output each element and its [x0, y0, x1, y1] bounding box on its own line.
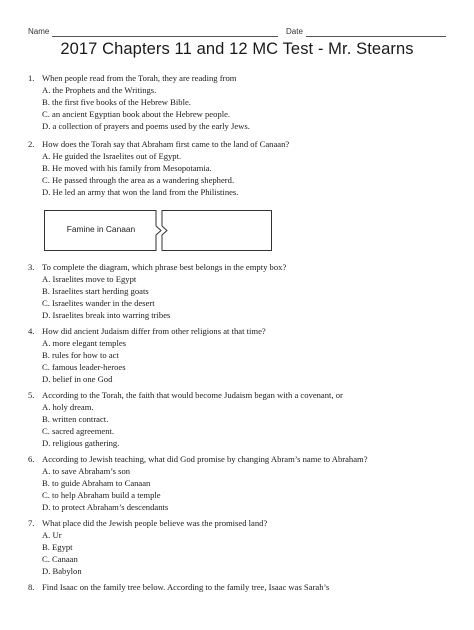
question-4 — [28, 325, 458, 385]
question-stem: According to the Torah, the faith that would become Judaism began with a covenant, or — [42, 390, 343, 400]
answer-option-c[interactable]: C. He passed through the area as a wandering shepherd. — [42, 175, 235, 186]
question-number: 7. — [28, 518, 35, 528]
empty-answer-box — [162, 211, 272, 251]
answer-option-a[interactable]: A. He guided the Israelites out of Egypt. — [42, 151, 182, 162]
question-7 — [28, 517, 458, 577]
answer-option-b[interactable]: B. Egypt — [42, 542, 73, 553]
answer-option-d[interactable]: D. He led an army that won the land from the Philistines. — [42, 187, 239, 198]
answer-option-b[interactable]: B. rules for how to act — [42, 350, 119, 361]
question-number: 1. — [28, 73, 35, 83]
answer-option-b[interactable]: B. He moved with his family from Mesopotamia. — [42, 163, 212, 174]
question-number: 5. — [28, 390, 35, 400]
name-label: Name — [28, 27, 50, 36]
answer-option-c[interactable]: C. an ancient Egyptian book about the Hebrew people. — [42, 109, 231, 120]
question-5 — [28, 389, 458, 449]
answer-option-a[interactable]: A. Ur — [42, 530, 62, 541]
answer-option-d[interactable]: D. to protect Abraham’s descendants — [42, 502, 169, 513]
question-stem: How does the Torah say that Abraham first came to the land of Canaan? — [42, 139, 290, 149]
answer-option-a[interactable]: A. holy dream. — [42, 402, 94, 413]
answer-option-b[interactable]: B. written contract. — [42, 414, 109, 425]
answer-option-d[interactable]: D. Israelites break into warring tribes — [42, 310, 171, 321]
question-8 — [28, 581, 458, 593]
answer-option-a[interactable]: A. more elegant temples — [42, 338, 126, 349]
question-stem: How did ancient Judaism differ from other religions at that time? — [42, 326, 266, 336]
question-stem: According to Jewish teaching, what did God promise by changing Abram’s name to Abraham? — [42, 454, 368, 464]
name-date-header — [28, 27, 448, 41]
question-1 — [28, 72, 458, 132]
question-number: 4. — [28, 326, 35, 336]
answer-option-c[interactable]: C. sacred agreement. — [42, 426, 115, 437]
answer-option-c[interactable]: C. to help Abraham build a temple — [42, 490, 161, 501]
answer-option-d[interactable]: D. Babylon — [42, 566, 82, 577]
question-3 — [28, 261, 458, 321]
date-label: Date — [286, 27, 303, 36]
question-number: 6. — [28, 454, 35, 464]
question-stem: To complete the diagram, which phrase best belongs in the empty box? — [42, 262, 287, 272]
answer-option-b[interactable]: B. to guide Abraham to Canaan — [42, 478, 151, 489]
date-field-line[interactable] — [306, 36, 446, 37]
answer-option-c[interactable]: C. Canaan — [42, 554, 78, 565]
question-stem: When people read from the Torah, they are reading from — [42, 73, 237, 83]
question-stem: Find Isaac on the family tree below. According to the family tree, Isaac was Sarah’s — [42, 582, 330, 592]
question-2 — [28, 138, 458, 198]
question-stem: What place did the Jewish people believe was the promised land? — [42, 518, 268, 528]
answer-option-d[interactable]: D. belief in one God — [42, 374, 113, 385]
cause-effect-diagram — [44, 210, 272, 252]
answer-option-a[interactable]: A. Israelites move to Egypt — [42, 274, 137, 285]
name-field-line[interactable] — [52, 36, 278, 37]
answer-option-c[interactable]: C. famous leader-heroes — [42, 362, 126, 373]
answer-option-b[interactable]: B. Israelites start herding goats — [42, 286, 149, 297]
answer-option-b[interactable]: B. the first five books of the Hebrew Bible. — [42, 97, 191, 108]
page-title: 2017 Chapters 11 and 12 MC Test - Mr. Stearns — [60, 40, 414, 58]
answer-option-c[interactable]: C. Israelites wander in the desert — [42, 298, 155, 309]
question-number: 3. — [28, 262, 35, 272]
question-number: 8. — [28, 582, 35, 592]
answer-option-d[interactable]: D. religious gathering. — [42, 438, 120, 449]
question-number: 2. — [28, 139, 35, 149]
answer-option-a[interactable]: A. to save Abraham’s son — [42, 466, 131, 477]
diagram-box-label: Famine in Canaan — [66, 224, 136, 234]
question-6 — [28, 453, 458, 513]
answer-option-a[interactable]: A. the Prophets and the Writings. — [42, 85, 157, 96]
answer-option-d[interactable]: D. a collection of prayers and poems used by the early Jews. — [42, 121, 250, 132]
